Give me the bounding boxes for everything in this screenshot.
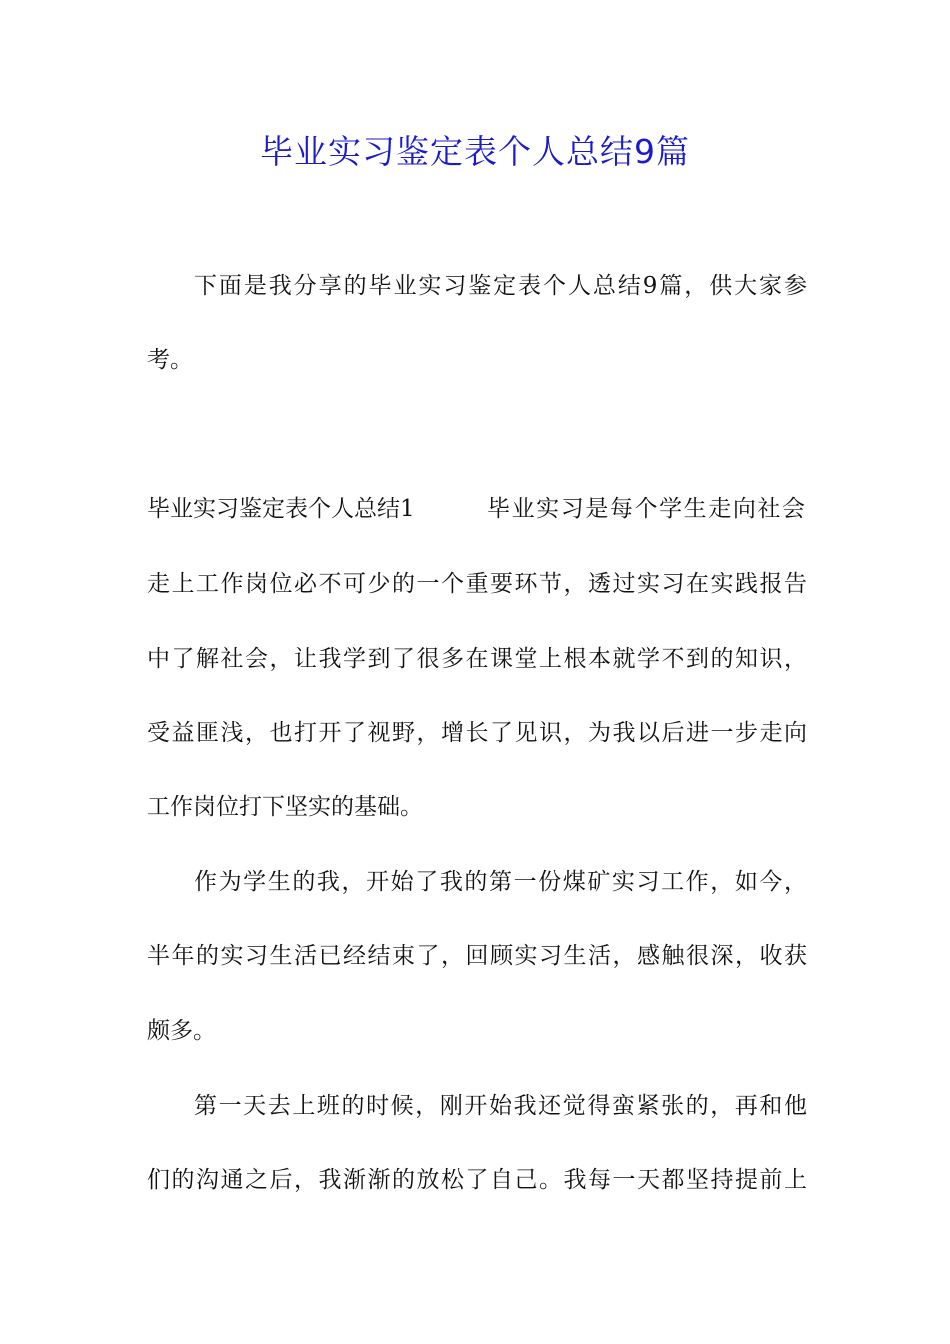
paragraph2-line-1: 作为学生的我，开始了我的第一份煤矿实习工作，如今， xyxy=(194,869,807,895)
paragraph2-line-2: 半年的实习生活已经结束了，回顾实习生活，感触很深，收获 xyxy=(147,943,807,969)
section1-line-2: 走上工作岗位必不可少的一个重要环节，透过实习在实践报告 xyxy=(147,571,807,597)
intro-line-2: 考。 xyxy=(147,347,193,373)
paragraph3-line-1: 第一天去上班的时候，刚开始我还觉得蛮紧张的，再和他 xyxy=(194,1093,807,1119)
section1-line-3: 中了解社会，让我学到了很多在课堂上根本就学不到的知识， xyxy=(147,646,807,672)
document-title: 毕业实习鉴定表个人总结9篇 xyxy=(260,132,690,171)
section1-line-4: 受益匪浅，也打开了视野，增长了见识，为我以后进一步走向 xyxy=(147,720,807,746)
paragraph2-line-3: 颇多。 xyxy=(147,1018,216,1044)
paragraph3-line-2: 们的沟通之后，我渐渐的放松了自己。我每一天都坚持提前上 xyxy=(147,1167,807,1193)
section1-line-1 xyxy=(147,491,807,527)
section1-line-1-text: 毕业实习是每个学生走向社会 xyxy=(487,496,805,522)
intro-line-1: 下面是我分享的毕业实习鉴定表个人总结9篇，供大家参 xyxy=(194,273,807,299)
section1-heading: 毕业实习鉴定表个人总结1 xyxy=(147,496,415,522)
section1-line-5: 工作岗位打下坚实的基础。 xyxy=(147,794,423,820)
